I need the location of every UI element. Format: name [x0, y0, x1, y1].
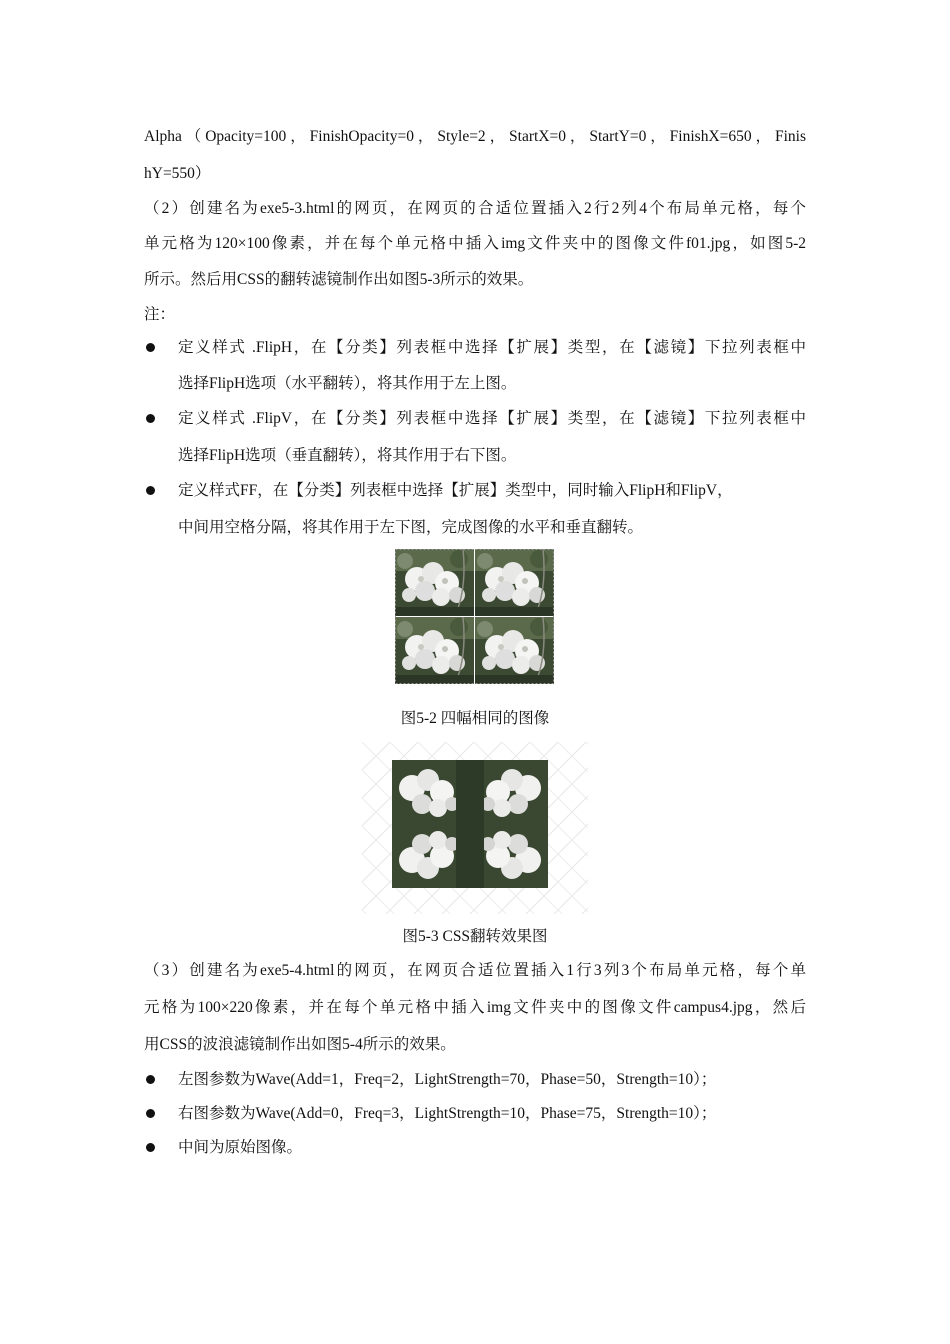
note-label: 注： — [144, 306, 176, 323]
flower-image-top-left — [395, 549, 474, 616]
flower-image-top-right — [475, 549, 554, 616]
flip-bullet-3-line-1: 定义样式FF，在【分类】列表框中选择【扩展】类型中，同时输入FlipH和FlipV， — [178, 482, 733, 499]
item-2-line-2: 单元格为120×100像素，并在每个单元格中插入img文件夹中的图像文件f01.jpg，如图5-2 — [144, 235, 806, 252]
flip-bullet-2-line-2: 选择FlipH选项（垂直翻转），将其作用于右下图。 — [178, 447, 517, 464]
flipped-image-top-right — [470, 760, 548, 824]
flip-bullet-3-line-2: 中间用空格分隔，将其作用于左下图，完成图像的水平和垂直翻转。 — [178, 519, 644, 536]
flip-bullet-1-line-1: 定义样式 .FlipH，在【分类】列表框中选择【扩展】类型，在【滤镜】下拉列表框中 — [178, 339, 806, 356]
flipped-image-bottom-right — [470, 824, 548, 888]
flip-bullet-1-line-2: 选择FlipH选项（水平翻转），将其作用于左上图。 — [178, 375, 517, 392]
bullet-dot-icon — [146, 486, 155, 495]
flower-image-bottom-right — [475, 617, 554, 684]
bullet-dot-icon — [146, 1143, 155, 1152]
item-2-line-3: 所示。然后用CSS的翻转滤镜制作出如图5-3所示的效果。 — [144, 271, 534, 288]
bullet-dot-icon — [146, 1109, 155, 1118]
flipped-image-bottom-left — [392, 824, 470, 888]
figure-5-2-image-grid — [395, 549, 554, 684]
bullet-dot-icon — [146, 1075, 155, 1084]
alpha-params-line-1: Alpha（Opacity=100，FinishOpacity=0，Style=2，StartX=0，StartY=0，FinishX=650，Finis — [144, 128, 806, 145]
item-3-line-2: 元格为100×220像素，并在每个单元格中插入img文件夹中的图像文件campus4.jpg，然后 — [144, 999, 806, 1016]
alpha-params-line-2: hY=550） — [144, 165, 211, 182]
figure-5-3-caption: 图5-3 CSS翻转效果图 — [402, 928, 548, 945]
bullet-dot-icon — [146, 414, 155, 423]
flower-image-bottom-left — [395, 617, 474, 684]
wave-bullet-1: 左图参数为Wave(Add=1，Freq=2，LightStrength=70，Phase=50，Strength=10）； — [178, 1071, 717, 1088]
item-3-line-1: （3）创建名为exe5-4.html的网页，在网页合适位置插入1行3列3个布局单元格，每个单 — [144, 962, 806, 979]
wave-bullet-3: 中间为原始图像。 — [178, 1139, 303, 1156]
item-3-line-3: 用CSS的波浪滤镜制作出如图5-4所示的效果。 — [144, 1036, 456, 1053]
flip-bullet-2-line-1: 定义样式 .FlipV，在【分类】列表框中选择【扩展】类型，在【滤镜】下拉列表框中 — [178, 410, 806, 427]
flipped-image-top-left — [392, 760, 470, 824]
figure-5-2-caption: 图5-2 四幅相同的图像 — [400, 710, 550, 727]
bullet-dot-icon — [146, 343, 155, 352]
figure-5-3-flip-effect — [362, 742, 588, 914]
item-2-line-1: （2）创建名为exe5-3.html的网页，在网页的合适位置插入2行2列4个布局单元格，每个 — [144, 200, 806, 217]
wave-bullet-2: 右图参数为Wave(Add=0，Freq=3，LightStrength=10，Phase=75，Strength=10）； — [178, 1105, 717, 1122]
